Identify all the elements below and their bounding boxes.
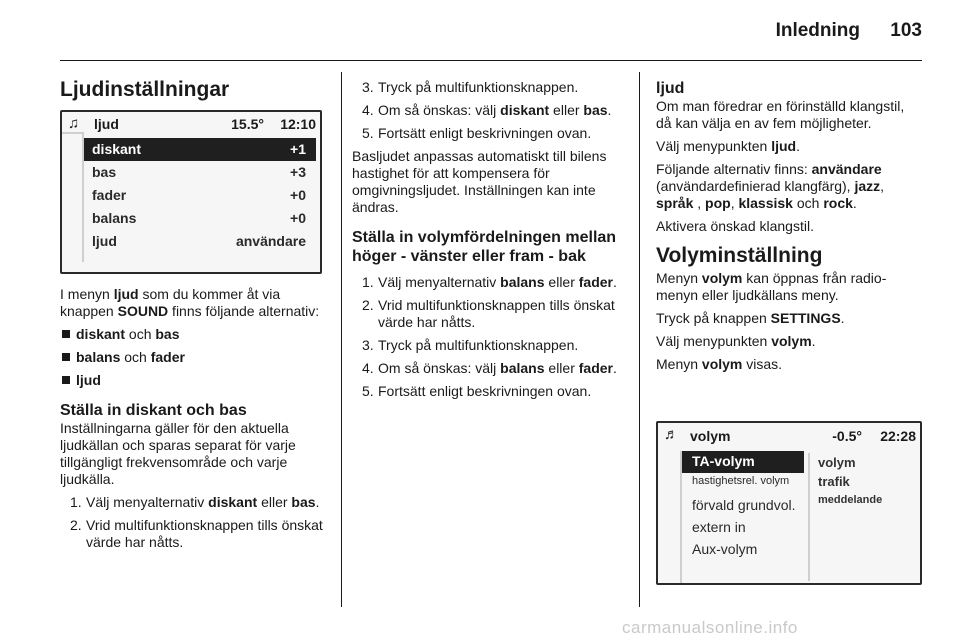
subsection-title: Ställa in diskant och bas xyxy=(60,402,247,419)
subsection-title: ljud xyxy=(656,80,685,97)
paragraph: Inställningarna gäller för den aktuella ljudkällan och sparas separat för varje tillgängligt frekvensområde och varje ljudkälla. xyxy=(60,420,296,487)
sound-menu-screenshot xyxy=(60,110,322,274)
section-title: Volyminställning xyxy=(656,244,823,267)
volume-submenu-list xyxy=(808,453,914,581)
step-item: 4. Om så önskas: välj balans eller fader. xyxy=(362,360,617,376)
paragraph: Aktivera önskad klangstil. xyxy=(656,218,814,234)
steps-list xyxy=(70,494,325,551)
paragraph: Välj menypunkten ljud. xyxy=(656,138,800,154)
options-list xyxy=(60,326,325,389)
paragraph: Basljudet anpassas automatiskt till bilens hastighet för att kompensera för omgivningsljudet. Inställningen kan inte ändras. xyxy=(352,148,607,215)
paragraph: Menyn volym visas. xyxy=(656,356,783,372)
running-header-title: Inledning xyxy=(775,20,860,41)
step-item: 3. Tryck på multifunktionsknappen. xyxy=(362,337,579,353)
menu-row: balans +0 xyxy=(92,210,306,226)
paragraph: Välj menypunkten volym. xyxy=(656,333,816,349)
step-item: 1. Välj menyalternativ diskant eller bas. xyxy=(70,494,320,510)
screen-time: 22:28 xyxy=(880,428,916,444)
step-item: 2. Vrid multifunktionsknappen tills önskat värde har nåtts. xyxy=(70,517,323,550)
list-item: diskant och bas xyxy=(60,326,325,343)
settings-sound-icon: ♬ xyxy=(664,426,679,443)
header-rule xyxy=(60,60,922,61)
step-item: 4. Om så önskas: välj diskant eller bas. xyxy=(362,102,612,118)
step-item: 5. Fortsätt enligt beskrivningen ovan. xyxy=(362,383,592,399)
column-2 xyxy=(352,79,624,406)
menu-row: Aux-volym xyxy=(692,541,758,557)
paragraph: Menyn volym kan öppnas från radiomenyn eller ljudkällans meny. xyxy=(656,270,887,303)
step-item: 5. Fortsätt enligt beskrivningen ovan. xyxy=(362,125,592,141)
menu-row: extern in xyxy=(692,519,746,535)
menu-frame-line xyxy=(62,132,84,262)
submenu-row: trafik xyxy=(818,474,850,489)
step-item: 3. Tryck på multifunktionsknappen. xyxy=(362,79,579,95)
screen-temperature: -0.5° xyxy=(832,428,862,444)
volume-menu-screenshot xyxy=(656,421,922,585)
screen-time: 12:10 xyxy=(280,116,316,132)
column-divider xyxy=(341,72,342,607)
paragraph: Tryck på knappen SETTINGS. xyxy=(656,310,845,326)
bullet-icon xyxy=(62,376,70,384)
submenu-row: volym xyxy=(818,455,856,470)
column-1 xyxy=(60,286,325,557)
paragraph: Följande alternativ finns: användare (användardefinierad klangfärg), jazz, språk , pop, klassisk och rock. xyxy=(656,161,885,211)
bullet-icon xyxy=(62,330,70,338)
menu-row: fader +0 xyxy=(92,187,306,203)
list-item: ljud xyxy=(60,372,325,389)
menu-row: TA-volym xyxy=(682,451,804,473)
menu-row: hastighetsrel. volym xyxy=(692,475,790,487)
paragraph: Om man föredrar en förinställd klangstil, då kan välja en av fem möjligheter. xyxy=(656,98,905,131)
submenu-row: meddelande xyxy=(818,494,883,506)
subsection-title: Ställa in volymfördelningen mellan höger - vänster eller fram - bak xyxy=(352,229,617,265)
screen-temperature: 15.5° xyxy=(231,116,264,132)
screen-title: ljud xyxy=(94,116,119,132)
menu-row: bas +3 xyxy=(92,164,306,180)
menu-row: förvald grundvol. xyxy=(692,497,796,513)
column-divider xyxy=(639,72,640,607)
page-number: 103 xyxy=(890,20,922,41)
volume-menu-list xyxy=(680,451,804,583)
column-3 xyxy=(656,79,922,379)
step-item: 2. Vrid multifunktionsknappen tills önskat värde har nåtts. xyxy=(362,297,615,330)
list-item: balans och fader xyxy=(60,349,325,366)
menu-row: ljud användare xyxy=(92,233,306,249)
music-note-icon: ♫ xyxy=(68,115,80,132)
watermark: carmanualsonline.info xyxy=(622,618,798,637)
steps-list xyxy=(362,274,624,400)
menu-row: diskant +1 xyxy=(84,138,316,161)
intro-paragraph: I menyn ljud som du kommer åt via knappen SOUND finns följande alternativ: xyxy=(60,286,320,319)
screen-title: volym xyxy=(690,428,731,444)
bullet-icon xyxy=(62,353,70,361)
section-title: Ljudinställningar xyxy=(60,78,230,101)
step-item: 1. Välj menyalternativ balans eller fader. xyxy=(362,274,617,290)
steps-list xyxy=(362,79,624,142)
